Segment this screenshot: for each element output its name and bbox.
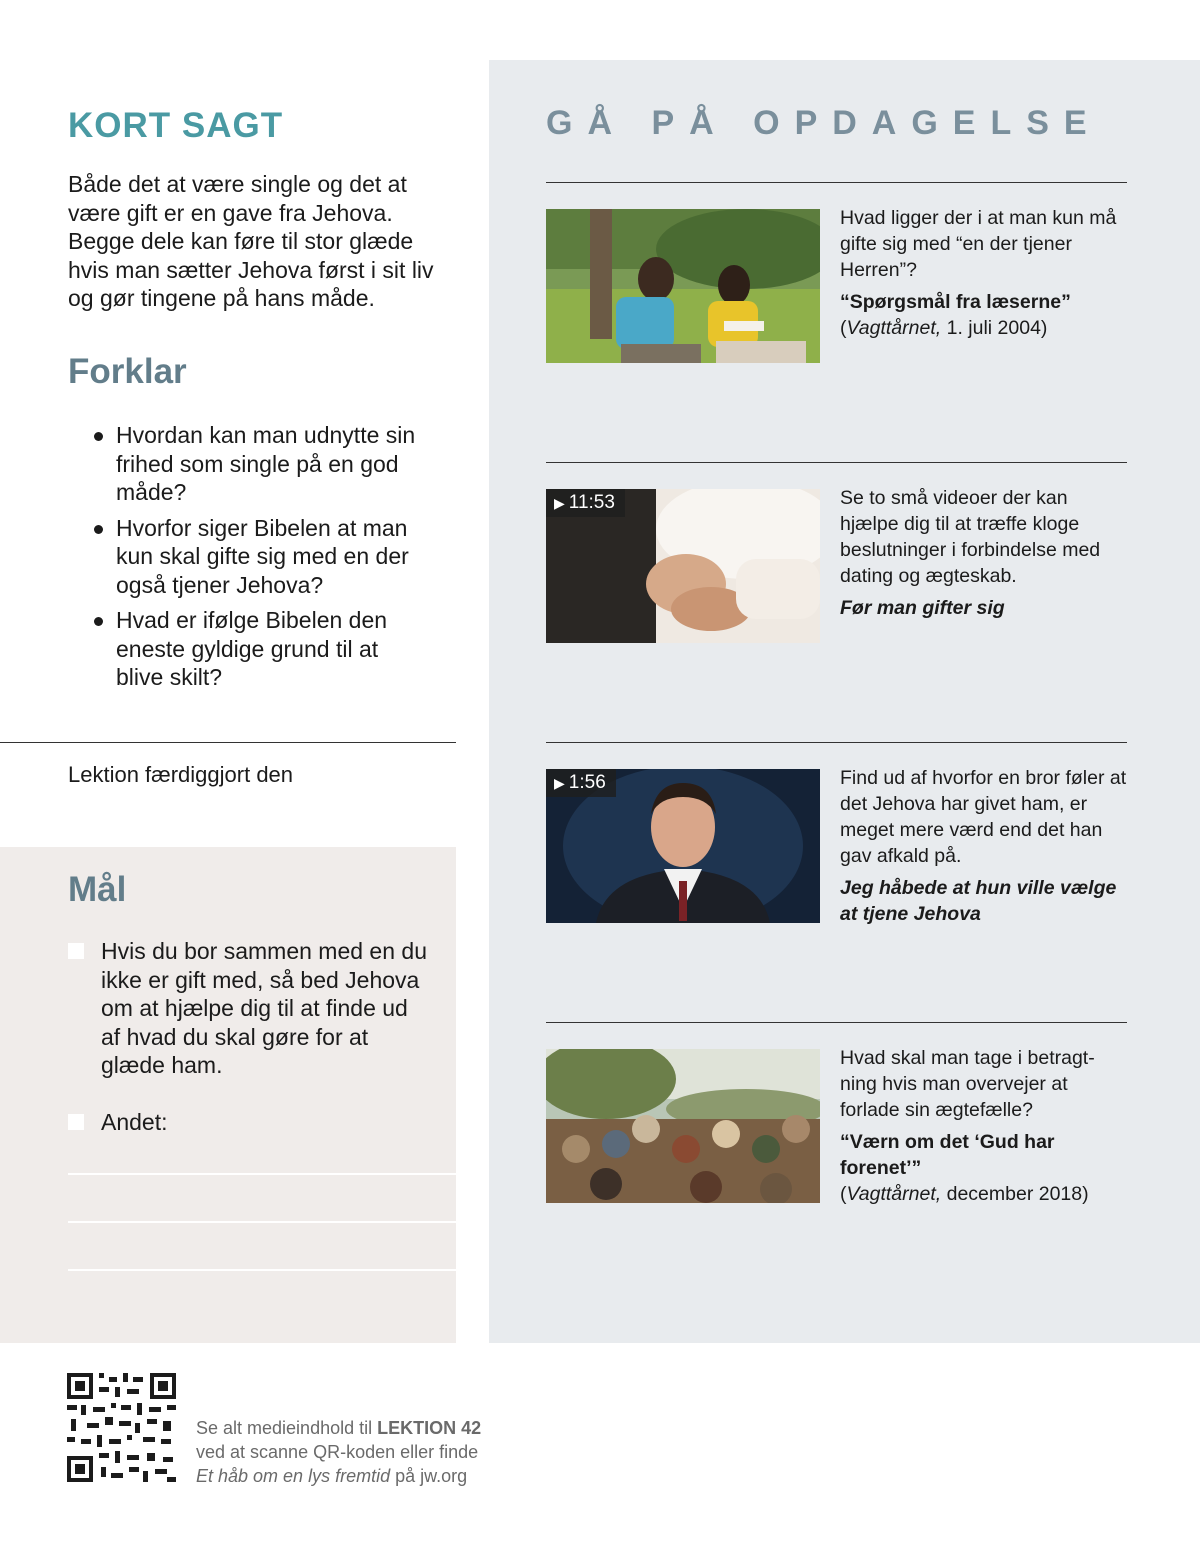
explore-item-title[interactable]: “Spørgsmål fra læserne” [840,291,1071,313]
explore-item-source: (Vagttårnet, december 2018) [840,1183,1089,1205]
question-list [94,421,424,699]
explore-item-description: Se to små videoer der kan hjælpe dig til at træffe kloge beslutninger i forbindelse med dating og ægteskab. [840,487,1101,587]
divider [546,182,1127,183]
source-date: december 2018) [941,1183,1089,1205]
divider [546,1022,1127,1023]
question-item: Hvordan kan man udnytte sin frihed som single på en god måde? [94,421,424,507]
write-line[interactable] [68,1269,456,1271]
goal-item [68,937,428,1080]
explore-item-title[interactable]: “Værn om det ‘Gud har forenet’” [840,1131,1055,1179]
video-duration-badge [546,489,625,517]
forklar-heading: Forklar [68,352,187,391]
explore-item-text [840,485,1130,621]
video-duration: 1:56 [568,772,606,793]
goal-text: Andet: [101,1109,168,1135]
qr-code-icon[interactable] [67,1373,176,1482]
footnote-line1-prefix: Se alt medieindhold til [196,1418,378,1438]
lesson-completed-label: Lektion færdiggjort den [68,762,294,787]
kort-sagt-heading: KORT SAGT [68,106,284,145]
divider [0,742,456,743]
checkbox-icon[interactable] [68,943,84,959]
brother-video-thumbnail[interactable] [546,769,820,923]
question-item: Hvorfor siger Bibelen at man kun skal gifte sig med en der også tjener Jehova? [94,514,424,600]
play-icon: ▶ [554,495,565,511]
explore-heading: GÅ PÅ OPDAGELSE [546,104,1102,142]
summary-text: Både det at være single og det at være gift er en gave fra Jehova. Begge dele kan føre til stor glæde hvis man sætter Jehova først i sit liv og gør tingene på hans måde. [68,171,434,311]
goal-item-other [68,1108,428,1137]
checkbox-icon[interactable] [68,1114,84,1130]
source-publication: Vagttårnet, [846,1183,942,1205]
holding-hands-video-thumbnail[interactable] [546,489,820,643]
write-line[interactable] [68,1221,456,1223]
explore-item-text [840,765,1130,927]
play-icon: ▶ [554,775,565,791]
source-date: 1. juli 2004) [941,317,1048,339]
divider [546,462,1127,463]
couple-reading-image[interactable] [546,209,820,363]
explore-item-text [840,205,1130,341]
video-duration-badge [546,769,616,797]
media-footnote [196,1416,481,1488]
lesson-number: LEKTION 42 [377,1418,482,1438]
maal-heading: Mål [68,870,127,909]
publication-title[interactable]: Et håb om en lys fremtid [196,1466,391,1486]
explore-item-description: Find ud af hvorfor en bror føler at det Jehova har givet ham, er meget mere værd end det han gav afkald på. [840,767,1127,867]
jesus-teaching-image[interactable] [546,1049,820,1203]
explore-item-description: Hvad skal man tage i betragt-ning hvis man overvejer at forlade sin ægtefælle? [840,1047,1095,1121]
footnote-line3-rest: på jw.org [390,1466,468,1486]
write-line[interactable] [68,1173,456,1175]
divider [546,742,1127,743]
footnote-line2: ved at scanne QR-koden eller finde [196,1442,479,1462]
goal-text: Hvis du bor sammen med en du ikke er gift med, så bed Jehova om at hjælpe dig til at finde ud af hvad du skal gøre for at glæde ham. [101,938,427,1078]
explore-item-source: (Vagttårnet, 1. juli 2004) [840,317,1048,339]
explore-item-title[interactable]: Jeg håbede at hun ville vælge at tjene Jehova [840,877,1117,925]
video-duration: 11:53 [568,492,615,513]
explore-item-title[interactable]: Før man gifter sig [840,597,1005,619]
explore-item-description: Hvad ligger der i at man kun må gifte sig med “en der tjener Herren”? [840,207,1117,281]
explore-item-text [840,1045,1130,1207]
source-publication: Vagttårnet, [846,317,942,339]
question-item: Hvad er ifølge Bibelen den eneste gyldige grund til at blive skilt? [94,606,424,692]
